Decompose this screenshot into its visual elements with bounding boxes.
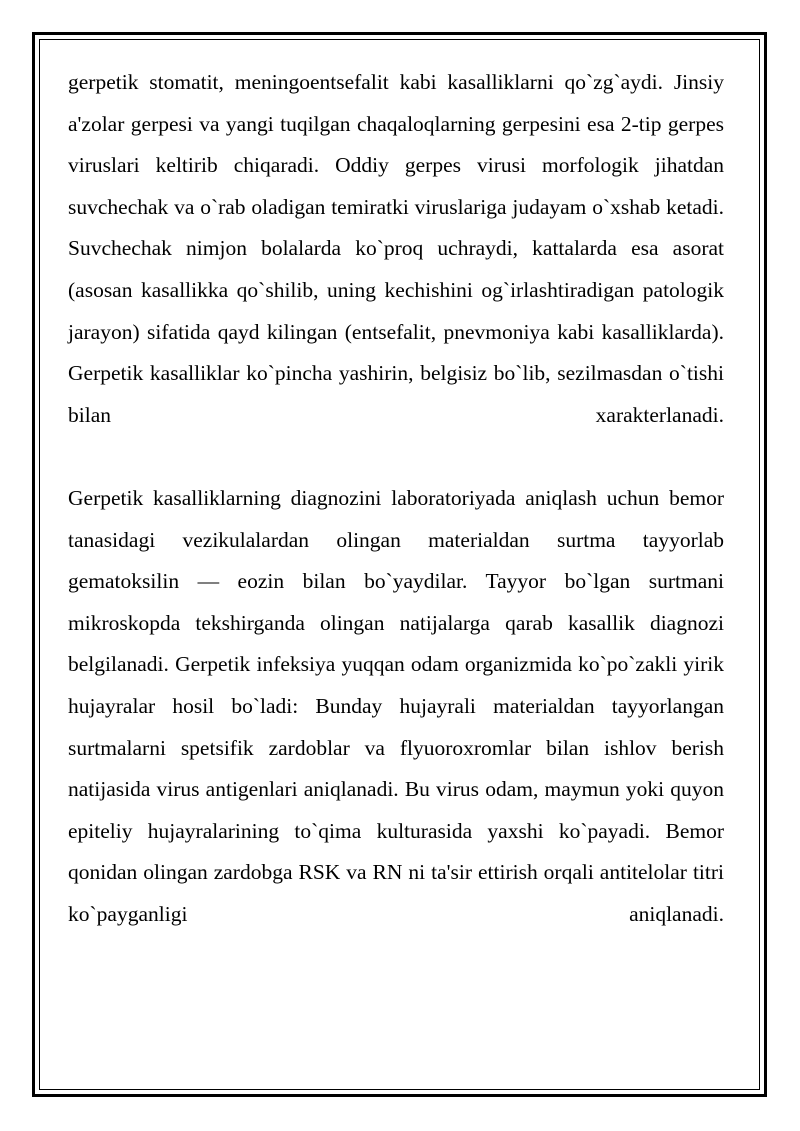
paragraph-1: gerpetik stomatit, meningoentsefalit kabi kasalliklarni qo`zg`aydi. Jinsiy a'zolar gerpesi va yangi tuqilgan chaqaloqlarning gerpesini esa 2-tip gerpes viruslari keltirib chiqaradi. Oddiy gerpes virusi morfologik jihatdan suvchechak va o`rab oladigan temiratki viruslariga judayam o`xshab ketadi. Suvchechak nimjon bolalarda ko`proq uchraydi, kattalarda esa asorat (asosan kasallikka qo`shilib, uning kechishini og`irlashtiradigan patologik jarayon) sifatida qayd kilingan (entsefalit, pnevmoniya kabi kasalliklarda). Gerpetik kasalliklar ko`pincha yashirin, belgisiz bo`lib, sezilmasdan o`tishi bilan xarakterlanadi. <box>68 70 724 427</box>
document-body <box>68 62 724 935</box>
paragraph-2: Gerpetik kasalliklarning diagnozini laboratoriyada aniqlash uchun bemor tanasidagi vezikulalardan olingan materialdan surtma tayyorlab gematoksilin — eozin bilan bo`yaydilar. Tayyor bo`lgan surtmani mikroskopda tekshirganda olingan natijalarga qarab kasallik diagnozi belgilanadi. Gerpetik infeksiya yuqqan odam organizmida ko`po`zakli yirik hujayralar hosil bo`ladi: Bunday hujayrali materialdan tayyorlangan surtmalarni spetsifik zardoblar va flyuoroxromlar bilan ishlov berish natijasida virus antigenlari aniqlanadi. Bu virus odam, maymun yoki quyon epiteliy hujayralarining to`qima kulturasida yaxshi ko`payadi. Bemor qonidan olingan zardobga RSK va RN ni ta'sir ettirish orqali antitelolar titri ko`payganligi aniqlanadi. <box>68 485 724 926</box>
